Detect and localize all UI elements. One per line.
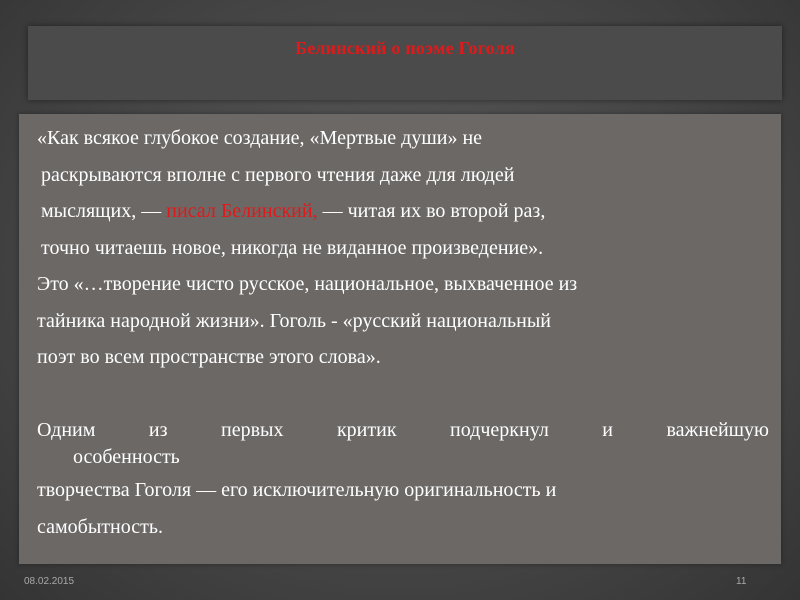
text-line-3: [37, 193, 769, 230]
slide-page-number: 11: [736, 576, 747, 587]
text-line-5: Это «…творение чисто русское, национальное, выхваченное из: [37, 273, 578, 295]
text-line-2: раскрываются вполне с первого чтения даже для людей: [41, 163, 515, 186]
text-line-7: поэт во всем пространстве этого слова».: [37, 346, 381, 368]
text-line-1: «Как всякое глубокое создание, «Мертвые души» не: [37, 127, 483, 149]
slide-body: [37, 120, 769, 545]
text-line-9: особенность: [73, 446, 180, 468]
text-fragment: — читая их во второй раз,: [322, 200, 546, 222]
text-line-11: самобытность.: [37, 515, 163, 538]
content-box: [19, 114, 781, 564]
title-bar: [28, 26, 782, 100]
slide-title: Белинский о поэме Гоголя: [295, 38, 515, 58]
paragraph-gap: [37, 376, 769, 412]
text-fragment: мыслящих, —: [41, 200, 162, 222]
highlighted-author: писал Белинский,: [166, 200, 318, 222]
text-line-6: тайника народной жизни». Гоголь - «русский национальный: [37, 309, 551, 332]
text-line-4: точно читаешь новое, никогда не виданное произведение».: [41, 236, 544, 259]
text-line-8: Одним из первых критик подчеркнул и важнейшую: [37, 418, 769, 441]
text-line-10: творчества Гоголя — его исключительную оригинальность и: [37, 479, 557, 501]
slide-date: 08.02.2015: [24, 576, 75, 587]
